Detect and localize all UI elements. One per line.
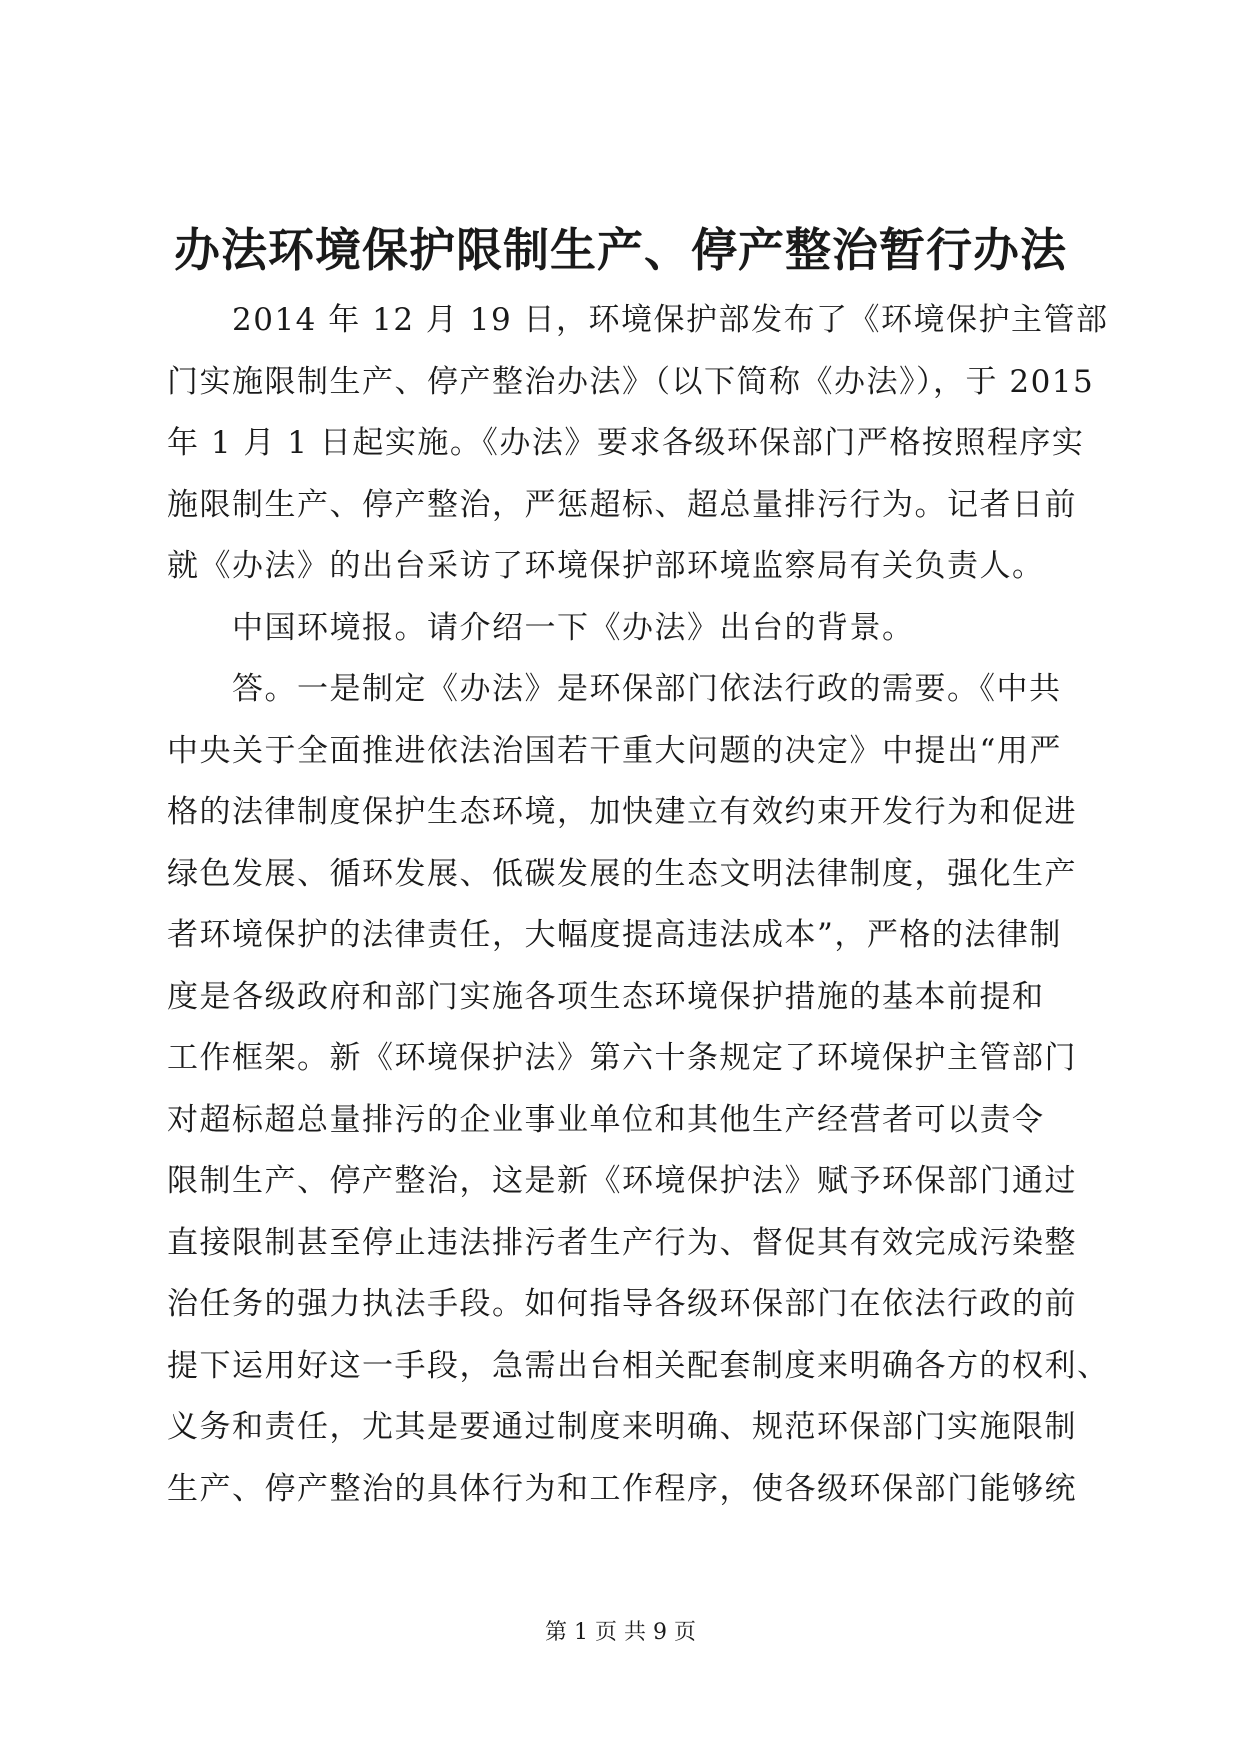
body-text-line: 限制生产、停产整治，这是新《环境保护法》赋予环保部门通过 <box>167 1163 1077 1199</box>
body-text-line: 就《办法》的出台采访了环境保护部环境监察局有关负责人。 <box>167 548 1045 584</box>
body-text-line: 者环境保护的法律责任，大幅度提高违法成本”，严格的法律制 <box>167 917 1062 953</box>
body-text-line: 治任务的强力执法手段。如何指导各级环保部门在依法行政的前 <box>167 1286 1077 1322</box>
body-text-line: 提下运用好这一手段，急需出台相关配套制度来明确各方的权利、 <box>167 1347 1110 1384</box>
body-text-line: 工作框架。新《环境保护法》第六十条规定了环境保护主管部门 <box>167 1040 1077 1076</box>
body-text-line: 对超标超总量排污的企业事业单位和其他生产经营者可以责令 <box>167 1101 1045 1138</box>
body-text-line: 年 1 月 1 日起实施。《办法》要求各级环保部门严格按照程序实 <box>167 425 1085 461</box>
body-text-line: 中国环境报。请介绍一下《办法》出台的背景。 <box>167 609 915 646</box>
body-text-line: 度是各级政府和部门实施各项生态环境保护措施的基本前提和 <box>167 978 1045 1015</box>
body-text-line: 中央关于全面推进依法治国若干重大问题的决定》中提出“用严 <box>167 732 1062 769</box>
body-text-line: 格的法律制度保护生态环境，加快建立有效约束开发行为和促进 <box>167 794 1077 830</box>
document-title: 办法环境保护限制生产、停产整治暂行办法 <box>174 223 1067 277</box>
body-text-line: 义务和责任，尤其是要通过制度来明确、规范环保部门实施限制 <box>167 1409 1077 1445</box>
body-text-line: 2014 年 12 月 19 日，环境保护部发布了《环境保护主管部 <box>167 302 1109 338</box>
document-body <box>167 290 1110 1520</box>
body-text-line: 门实施限制生产、停产整治办法》（以下简称《办法》），于 2015 <box>167 363 1095 400</box>
body-text-line: 生产、停产整治的具体行为和工作程序，使各级环保部门能够统 <box>167 1470 1077 1507</box>
body-text-line: 答。一是制定《办法》是环保部门依法行政的需要。《中共 <box>167 671 1062 707</box>
body-text-line: 绿色发展、循环发展、低碳发展的生态文明法律制度，强化生产 <box>167 855 1077 892</box>
body-text-line: 直接限制甚至停止违法排污者生产行为、督促其有效完成污染整 <box>167 1224 1077 1261</box>
page-footer: 第 1 页 共 9 页 <box>545 1620 696 1645</box>
body-text-line: 施限制生产、停产整治，严惩超标、超总量排污行为。记者日前 <box>167 486 1077 523</box>
